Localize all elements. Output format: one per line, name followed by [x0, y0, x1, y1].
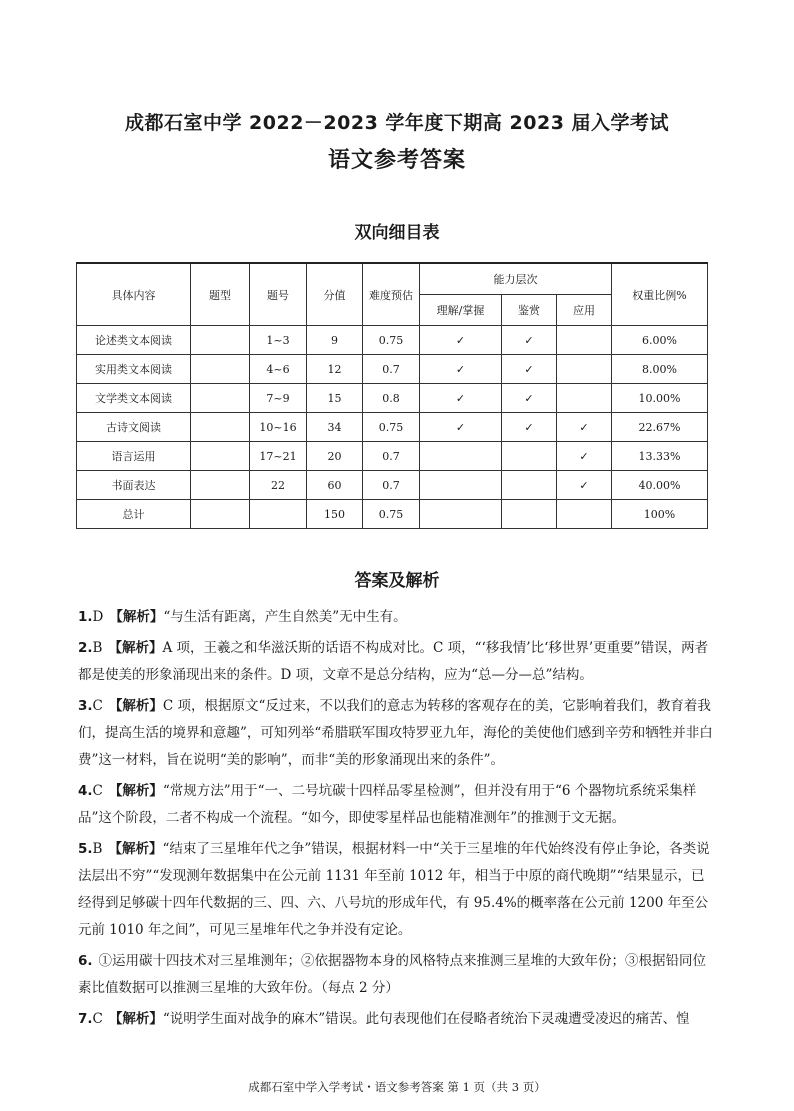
check-icon [420, 500, 502, 529]
check-icon: ✓ [557, 442, 612, 471]
check-icon [420, 442, 502, 471]
check-icon: ✓ [420, 384, 502, 413]
cell-type [191, 413, 250, 442]
header-ability-appreciate: 鉴赏 [502, 295, 557, 326]
header-content: 具体内容 [77, 263, 191, 326]
answer-text: “常规方法”用于“一、二号坑碳十四样品零星检测”，但并没有用于“6 个器物坑系统采集样品”这个阶段，二者不构成一个流程。“如今，即使零星样品也能精准测年”的推测于文无据。 [78, 783, 697, 826]
check-icon: ✓ [502, 384, 557, 413]
cell-difficulty: 0.75 [363, 413, 420, 442]
check-icon: ✓ [420, 413, 502, 442]
analysis-tag: 【解析】 [108, 698, 163, 714]
analysis-tag: 【解析】 [109, 609, 164, 625]
cell-difficulty: 0.75 [363, 500, 420, 529]
cell-number: 4~6 [250, 355, 307, 384]
answer-text: ①运用碳十四技术对三星堆测年；②依据器物本身的风格特点来推测三星堆的大致年份；③根据铅同位素比值数据可以推测三星堆的大致年份。（每点 2 分） [78, 953, 707, 996]
cell-score: 9 [307, 326, 363, 355]
check-icon [502, 471, 557, 500]
cell-number: 7~9 [250, 384, 307, 413]
cell-score: 12 [307, 355, 363, 384]
answer-letter: C [92, 783, 103, 799]
header-difficulty: 难度预估 [363, 263, 420, 326]
cell-content: 文学类文本阅读 [77, 384, 191, 413]
cell-type [191, 471, 250, 500]
cell-type [191, 500, 250, 529]
answer-letter: B [92, 841, 103, 857]
cell-type [191, 384, 250, 413]
check-icon [420, 471, 502, 500]
table-row [77, 471, 708, 500]
answer-text: “结束了三星堆年代之争”错误，根据材料一中“关于三星堆的年代始终没有停止争论，各类说法层出不穷”“发现测年数据集中在公元前 1131 年至前 1012 年，相当于中原的商代晚期”“结果显示，已经得到足够碳十四年代数据的三、四、六、八号坑的形成年代，有 95.4%的概率落在公元前 1200 年至公元前 1010 年之间”，可见三星堆年代之争并没有定论。 [78, 841, 710, 938]
header-ability-understand: 理解/掌握 [420, 295, 502, 326]
header-ability: 能力层次 [420, 263, 612, 295]
table-row [77, 384, 708, 413]
check-icon: ✓ [420, 326, 502, 355]
answers-list [78, 604, 714, 1037]
header-ability-apply: 应用 [557, 295, 612, 326]
check-icon [557, 355, 612, 384]
cell-content: 实用类文本阅读 [77, 355, 191, 384]
analysis-tag: 【解析】 [108, 640, 163, 656]
answer-item [78, 836, 714, 944]
answer-letter: D [92, 609, 104, 625]
cell-difficulty: 0.7 [363, 471, 420, 500]
cell-content: 论述类文本阅读 [77, 326, 191, 355]
answer-number: 2. [78, 640, 93, 656]
cell-number: 17~21 [250, 442, 307, 471]
answer-number: 7. [78, 1011, 93, 1027]
cell-type [191, 326, 250, 355]
header-weight: 权重比例% [612, 263, 708, 326]
cell-difficulty: 0.8 [363, 384, 420, 413]
cell-weight: 8.00% [612, 355, 708, 384]
cell-number: 10~16 [250, 413, 307, 442]
answer-item [78, 1006, 714, 1033]
cell-type [191, 355, 250, 384]
document-title: 语文参考答案 [327, 148, 466, 173]
check-icon: ✓ [420, 355, 502, 384]
specification-table [76, 262, 708, 529]
exam-title: 成都石室中学 2022－2023 学年度下期高 2023 届入学考试 [124, 112, 670, 134]
cell-number: 22 [250, 471, 307, 500]
answer-number: 6. [78, 953, 93, 969]
cell-weight: 22.67% [612, 413, 708, 442]
answer-item [78, 693, 714, 774]
cell-score: 150 [307, 500, 363, 529]
check-icon [502, 442, 557, 471]
analysis-tag: 【解析】 [108, 1011, 163, 1027]
answer-text: A 项，王羲之和华滋沃斯的话语不构成对比。C 项，“‘移我情’比‘移世界’更重要”错误，两者都是使美的形象涌现出来的条件。D 项，文章不是总分结构，应为“总—分—总”结构。 [78, 640, 709, 683]
check-icon: ✓ [557, 413, 612, 442]
answer-number: 5. [78, 841, 93, 857]
header-type: 题型 [191, 263, 250, 326]
check-icon: ✓ [557, 471, 612, 500]
cell-difficulty: 0.7 [363, 442, 420, 471]
answer-text: “说明学生面对战争的麻木”错误。此句表现他们在侵略者统治下灵魂遭受凌迟的痛苦、惶 [162, 1011, 690, 1027]
check-icon: ✓ [502, 413, 557, 442]
cell-content: 书面表达 [77, 471, 191, 500]
check-icon [557, 326, 612, 355]
check-icon [502, 500, 557, 529]
cell-number [250, 500, 307, 529]
cell-weight: 10.00% [612, 384, 708, 413]
cell-number: 1~3 [250, 326, 307, 355]
answer-item [78, 948, 714, 1002]
check-icon: ✓ [502, 355, 557, 384]
cell-weight: 6.00% [612, 326, 708, 355]
table-row [77, 442, 708, 471]
answer-item [78, 604, 714, 631]
cell-score: 20 [307, 442, 363, 471]
answer-text: “与生活有距离，产生自然美”无中生有。 [163, 609, 407, 625]
check-icon [557, 384, 612, 413]
answer-letter: C [92, 1011, 103, 1027]
cell-weight: 100% [612, 500, 708, 529]
cell-score: 34 [307, 413, 363, 442]
answers-section-heading: 答案及解析 [354, 571, 440, 591]
cell-type [191, 442, 250, 471]
check-icon: ✓ [502, 326, 557, 355]
answer-number: 3. [78, 698, 93, 714]
table-row [77, 355, 708, 384]
answer-letter: C [92, 698, 103, 714]
cell-score: 15 [307, 384, 363, 413]
cell-content: 总计 [77, 500, 191, 529]
cell-difficulty: 0.75 [363, 326, 420, 355]
answer-item [78, 778, 714, 832]
cell-difficulty: 0.7 [363, 355, 420, 384]
table-row [77, 413, 708, 442]
cell-weight: 40.00% [612, 471, 708, 500]
cell-content: 古诗文阅读 [77, 413, 191, 442]
header-number: 题号 [250, 263, 307, 326]
cell-weight: 13.33% [612, 442, 708, 471]
cell-score: 60 [307, 471, 363, 500]
answer-item [78, 635, 714, 689]
table-row-total [77, 500, 708, 529]
page-footer: 成都石室中学入学考试・语文参考答案 第 1 页（共 3 页） [248, 1080, 546, 1094]
answer-letter: B [92, 640, 103, 656]
table-row [77, 326, 708, 355]
answer-number: 1. [78, 609, 93, 625]
table-section-heading: 双向细目表 [354, 223, 440, 243]
analysis-tag: 【解析】 [108, 783, 163, 799]
answer-text: C 项，根据原文“反过来，不以我们的意志为转移的客观存在的美，它影响着我们，教育着我们，提高生活的境界和意趣”，可知列举“希腊联军围攻特罗亚九年，海伦的美使他们感到辛劳和牺牲并非白费”这一材料，旨在说明“美的影响”，而非“美的形象涌现出来的条件”。 [78, 698, 713, 768]
header-score: 分值 [307, 263, 363, 326]
check-icon [557, 500, 612, 529]
cell-content: 语言运用 [77, 442, 191, 471]
answer-number: 4. [78, 783, 93, 799]
analysis-tag: 【解析】 [108, 841, 163, 857]
